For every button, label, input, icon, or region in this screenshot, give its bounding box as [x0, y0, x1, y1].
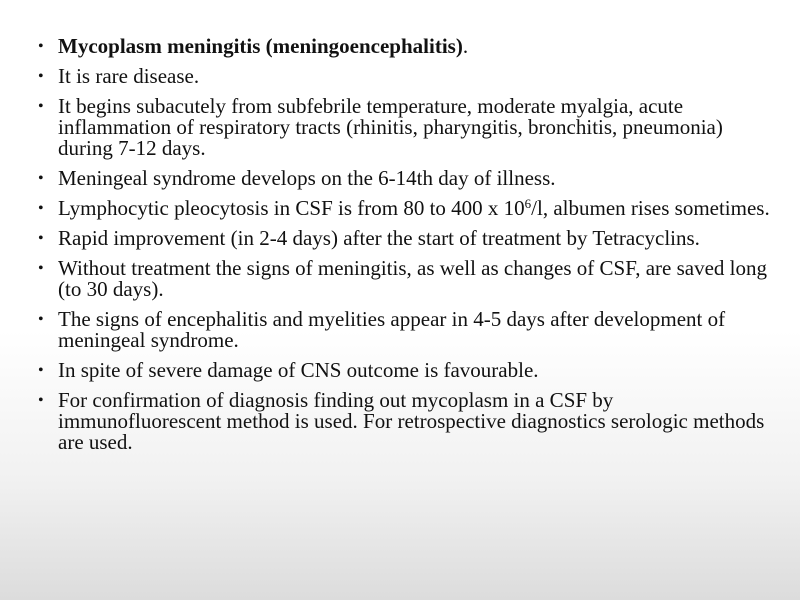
superscript-exponent: 6 — [524, 196, 532, 211]
list-item — [38, 36, 770, 57]
list-item — [38, 360, 770, 381]
list-item-text: For confirmation of diagnosis finding out mycoplasm in a CSF by immunofluorescent method is used. For retrospective diagnostics serologic methods are used. — [58, 388, 765, 454]
list-item-text — [58, 34, 468, 58]
bullet-icon: • — [38, 311, 44, 328]
bullet-icon: • — [38, 68, 44, 85]
bullet-icon: • — [38, 392, 44, 409]
list-item-text-prefix: Lymphocytic pleocytosis in CSF is from 80 to 400 x 10 — [58, 196, 525, 220]
list-item-text: The signs of encephalitis and myelities appear in 4-5 days after development of meningeal syndrome. — [58, 307, 726, 352]
bullet-icon: • — [38, 38, 44, 55]
bullet-icon: • — [38, 200, 44, 217]
bullet-icon: • — [38, 230, 44, 247]
list-item-text: It begins subacutely from subfebrile temperature, moderate myalgia, acute inflammation of respiratory tracts (rhinitis, pharyngitis, bronchitis, pneumonia) during 7-12 days. — [58, 94, 723, 160]
list-item — [38, 390, 770, 453]
bullet-icon: • — [38, 362, 44, 379]
list-item-text: Meningeal syndrome develops on the 6-14th day of illness. — [58, 166, 556, 190]
bullet-icon: • — [38, 260, 44, 277]
bullet-icon: • — [38, 170, 44, 187]
bullet-list — [38, 36, 770, 453]
list-item — [38, 198, 770, 219]
list-item-text-suffix: . — [462, 34, 469, 58]
list-item — [38, 258, 770, 300]
bullet-icon: • — [38, 98, 44, 115]
list-item — [38, 309, 770, 351]
list-item — [38, 228, 770, 249]
list-item-text: It is rare disease. — [58, 64, 200, 88]
list-item — [38, 66, 770, 87]
list-item-text: Without treatment the signs of meningitis, as well as changes of CSF, are saved long (to 30 days). — [58, 256, 768, 301]
list-item-text-suffix: /l, albumen rises sometimes. — [531, 196, 770, 220]
list-item — [38, 96, 770, 159]
list-item-text — [58, 196, 770, 220]
list-item-bold-text: Mycoplasm meningitis (meningoencephalitis) — [58, 34, 463, 58]
list-item-text: In spite of severe damage of CNS outcome is favourable. — [58, 358, 539, 382]
list-item — [38, 168, 770, 189]
list-item-text: Rapid improvement (in 2-4 days) after the start of treatment by Tetracyclins. — [58, 226, 700, 250]
